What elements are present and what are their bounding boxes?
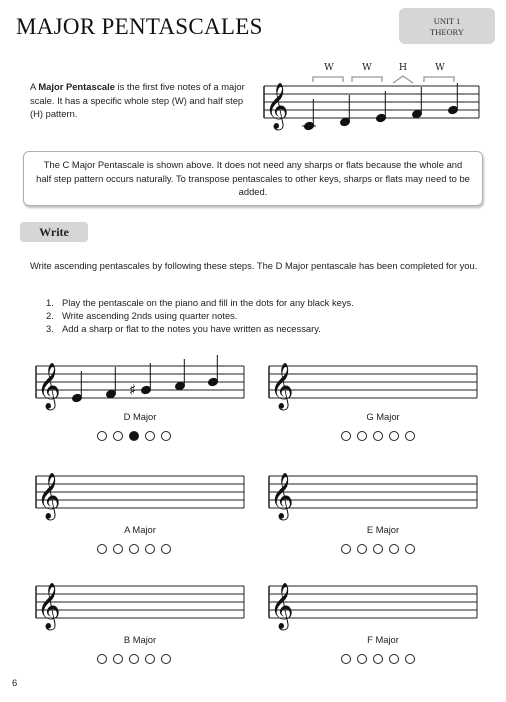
treble-clef-icon: 𝄞 <box>270 363 294 409</box>
step-label-1: W <box>324 62 334 73</box>
treble-clef-icon: 𝄞 <box>265 83 289 129</box>
black-key-dot[interactable] <box>113 431 123 441</box>
black-key-dots <box>341 431 415 441</box>
black-key-dot[interactable] <box>405 654 415 664</box>
black-key-dot[interactable] <box>373 431 383 441</box>
black-key-dots <box>341 654 415 664</box>
black-key-dots <box>97 544 171 554</box>
staff-g-major[interactable] <box>269 366 477 398</box>
black-key-dot[interactable] <box>145 431 155 441</box>
black-key-dot[interactable] <box>373 544 383 554</box>
write-instructions: Write ascending pentascales by following these steps. The D Major pentascale has been completed for you. <box>30 260 478 271</box>
page-number: 6 <box>12 677 18 688</box>
black-key-dot[interactable] <box>357 544 367 554</box>
black-key-dot[interactable] <box>357 654 367 664</box>
black-key-dot[interactable] <box>389 431 399 441</box>
treble-clef-icon: 𝄞 <box>37 473 61 519</box>
black-key-dots <box>97 431 171 441</box>
black-key-dot[interactable] <box>389 654 399 664</box>
black-key-dot[interactable] <box>161 544 171 554</box>
black-key-dot[interactable] <box>341 654 351 664</box>
black-key-dot[interactable] <box>357 431 367 441</box>
exercise-label: G Major <box>366 411 400 422</box>
black-key-dot[interactable] <box>145 654 155 664</box>
staff-b-major[interactable] <box>36 586 244 618</box>
exercise-label: D Major <box>123 411 157 422</box>
sharp-icon: ♯ <box>129 381 137 399</box>
black-key-dot[interactable] <box>389 544 399 554</box>
black-key-dot[interactable] <box>129 544 139 554</box>
treble-clef-icon: 𝄞 <box>37 583 61 629</box>
write-heading: Write <box>20 222 88 242</box>
black-key-dot[interactable] <box>341 544 351 554</box>
black-key-dot[interactable] <box>405 544 415 554</box>
black-key-dots <box>341 544 415 554</box>
staff-f-major[interactable] <box>269 586 477 618</box>
treble-clef-icon: 𝄞 <box>270 583 294 629</box>
step-label-4: W <box>435 62 445 73</box>
black-key-dot[interactable] <box>113 544 123 554</box>
unit-label: UNIT 1 <box>433 16 461 26</box>
intro-text: A Major Pentascale is the first five notes of a major scale. It has a specific whole step (W) and half step (H) pattern. <box>30 81 245 119</box>
d-major-notes <box>71 355 218 403</box>
exercise-label: E Major <box>366 524 400 535</box>
black-key-dot[interactable] <box>341 431 351 441</box>
page-title: MAJOR PENTASCALES <box>16 14 263 39</box>
unit-subject: THEORY <box>430 27 464 37</box>
step-item: 3. Add a sharp or flat to the notes you have written as necessary. <box>46 323 321 334</box>
treble-clef-icon: 𝄞 <box>270 473 294 519</box>
step-item: 2. Write ascending 2nds using quarter notes. <box>46 310 238 321</box>
step-label-2: W <box>362 62 372 73</box>
intro-term: Major Pentascale <box>38 81 115 92</box>
treble-clef-icon: 𝄞 <box>37 363 61 409</box>
exercise-label: B Major <box>123 634 157 645</box>
black-key-dot[interactable] <box>113 654 123 664</box>
black-key-dot[interactable] <box>145 544 155 554</box>
black-key-dot[interactable] <box>97 654 107 664</box>
black-key-dot[interactable] <box>405 431 415 441</box>
black-key-dot[interactable] <box>161 431 171 441</box>
black-key-dot[interactable] <box>97 544 107 554</box>
staff-e-major[interactable] <box>269 476 477 508</box>
black-key-dot[interactable] <box>161 654 171 664</box>
black-key-dots <box>97 654 171 664</box>
black-key-dot[interactable] <box>129 654 139 664</box>
black-key-dot[interactable] <box>97 431 107 441</box>
black-key-dot[interactable] <box>129 431 139 441</box>
step-label-3: H <box>398 62 408 73</box>
exercise-label: A Major <box>124 524 156 535</box>
black-key-dot[interactable] <box>373 654 383 664</box>
info-box: The C Major Pentascale is shown above. It does not need any sharps or flats because the whole and half step pattern occurs naturally. To transpose pentascales to other keys, sharps or flats may need to be added. <box>23 151 483 206</box>
staff-a-major[interactable] <box>36 476 244 508</box>
step-item: 1. Play the pentascale on the piano and fill in the dots for any black keys. <box>46 297 354 308</box>
exercise-label: F Major <box>367 634 399 645</box>
